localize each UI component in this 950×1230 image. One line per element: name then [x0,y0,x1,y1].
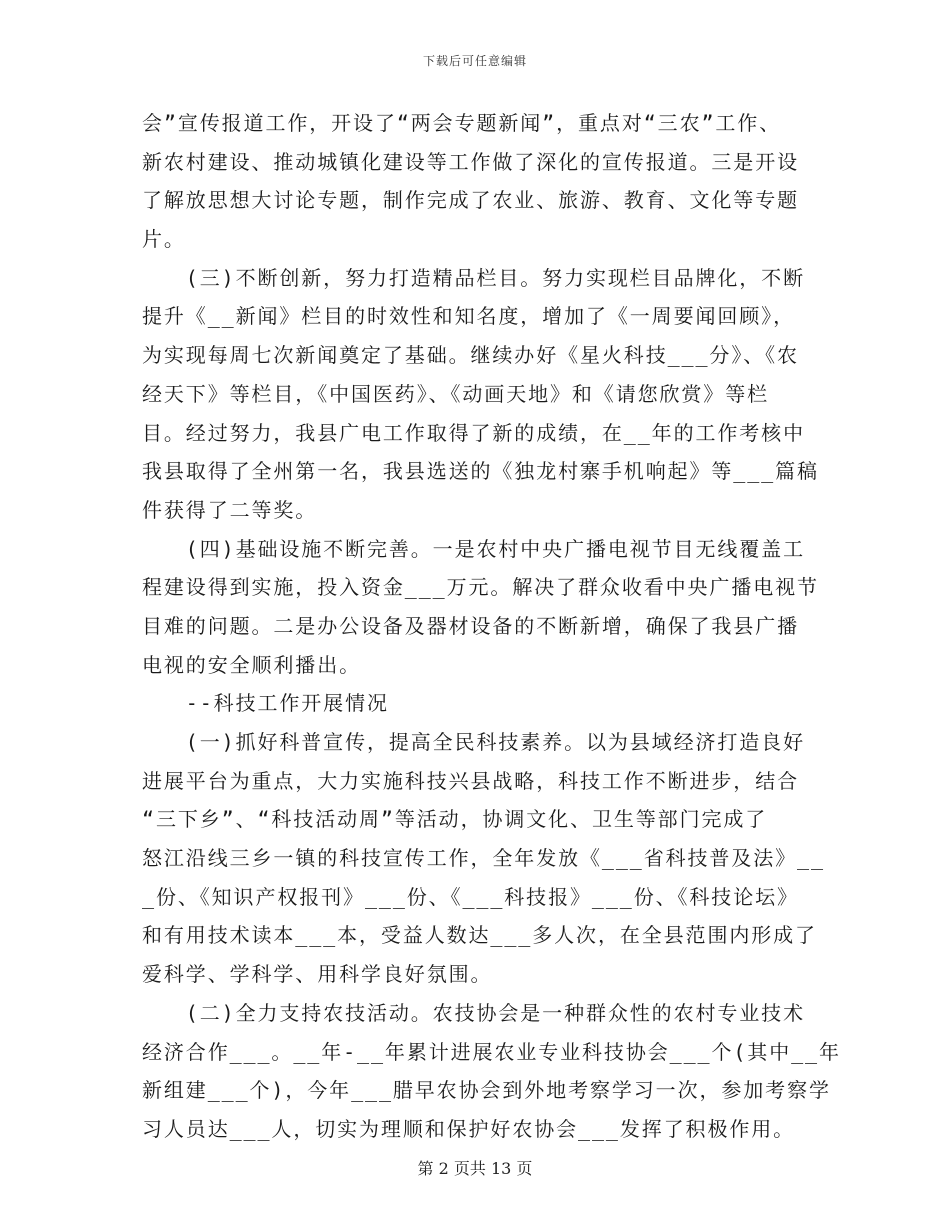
text-line: 会”宣传报道工作，开设了“两会专题新闻”，重点对“三农”工作、 [142,111,782,135]
text-line: 目难的问题。二是办公设备及器材设备的不断新增，确保了我县广播 [142,613,799,638]
text-line: 和有用技术读本___本，受益人数达___多人次，在全县范围内形成了 [142,923,817,948]
document-body [142,104,841,1149]
text-line: 进展平台为重点，大力实施科技兴县战略，科技工作不断进步，结合 [142,768,799,793]
page-number-footer: 第 2 页共 13 页 [417,1159,533,1178]
text-line: 爱科学、学科学、用科学良好氛围。 [142,962,493,987]
text-line: 程建设得到实施，投入资金___万元。解决了群众收看中央广播电视节 [142,575,819,600]
text-line: 怒江沿线三乡一镇的科技宣传工作，全年发放《___省科技普及法》__ [142,846,825,871]
text-line: --科技工作开展情况 [142,691,389,716]
text-line: _份、《知识产权报刊》___份、《___科技报》___份、《科技论坛》 [142,884,799,909]
text-line: 电视的安全顺利播出。 [142,652,361,677]
text-line: 经济合作___。__年-__年累计进展农业专业科技协会___个(其中__年 [142,1039,841,1064]
text-line: 新农村建设、推动城镇化建设等工作做了深化的宣传报道。三是开设 [142,149,799,174]
text-line: (三)不断创新，努力打造精品栏目。努力实现栏目品牌化，不断 [142,265,805,290]
text-line: 我县取得了全州第一名，我县选送的《独龙村寨手机响起》等___篇稿 [142,459,819,484]
text-line: 提升《__新闻》栏目的时效性和知名度，增加了《一周要闻回顾》， [142,304,795,329]
text-line: 新组建___个)，今年___腊早农协会到外地考察学习一次，参加考察学 [142,1078,831,1103]
text-line: 为实现每周七次新闻奠定了基础。继续办好《星火科技___分》、《农 [142,343,799,368]
page-header: 下载后可任意编辑 [422,54,527,68]
text-line: 片。 [142,227,186,252]
text-line: 经天下》等栏目，《中国医药》、《动画天地》和《请您欣赏》等栏 [142,381,769,406]
text-line: 习人员达___人，切实为理顺和保护好农协会___发挥了积极作用。 [142,1116,796,1141]
text-line: (一)抓好科普宣传，提高全民科技素养。以为县域经济打造良好 [142,730,805,754]
text-line: 目。经过努力，我县广电工作取得了新的成绩，在__年的工作考核中 [142,420,805,445]
text-line: 了解放思想大讨论专题，制作完成了农业、旅游、教育、文化等专题 [142,188,799,213]
text-line: (四)基础设施不断完善。一是农村中央广播电视节目无线覆盖工 [142,536,805,561]
text-line: (二)全力支持农技活动。农技协会是一种群众性的农村专业技术 [142,1000,805,1025]
text-line: 件获得了二等奖。 [142,497,318,522]
text-line: “三下乡”、“科技活动周”等活动，协调文化、卫生等部门完成了 [142,807,768,832]
